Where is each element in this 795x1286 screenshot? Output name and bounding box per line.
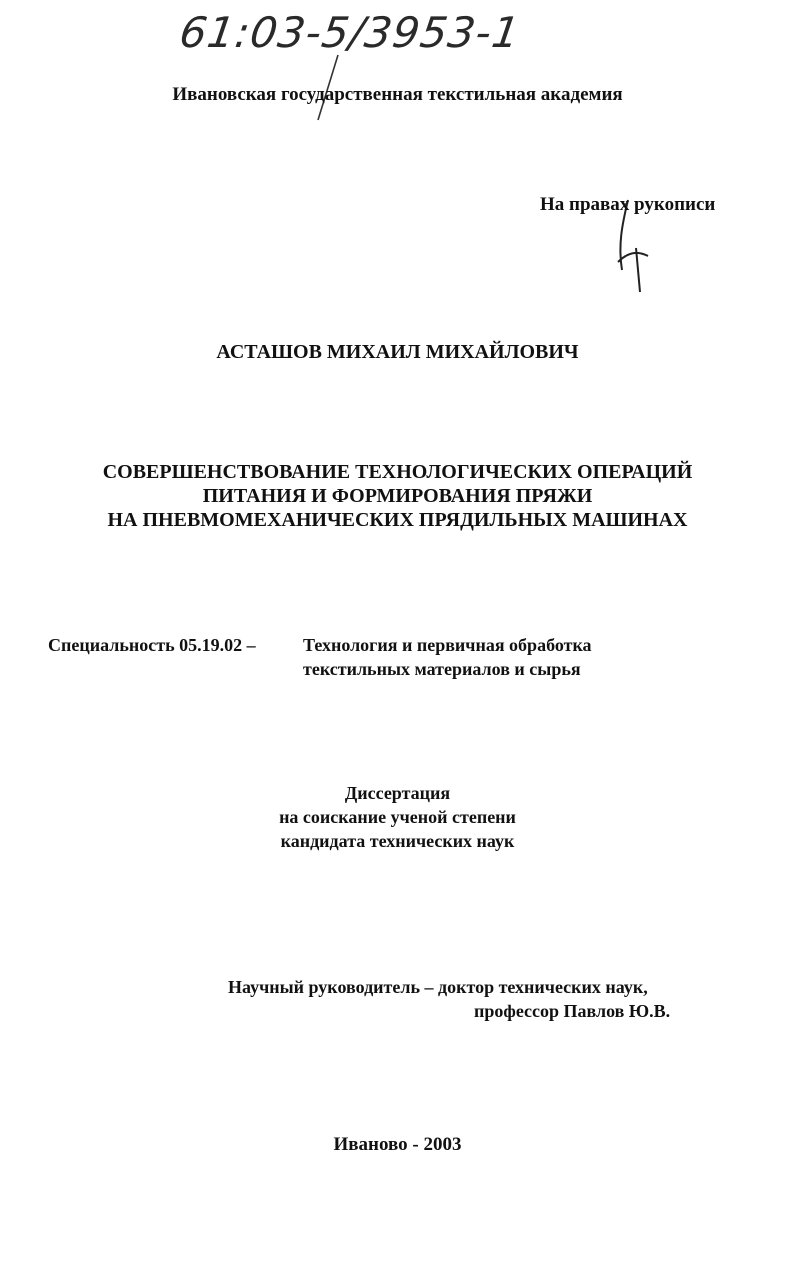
title-line-1: СОВЕРШЕНСТВОВАНИЕ ТЕХНОЛОГИЧЕСКИХ ОПЕРАЦИЙ xyxy=(102,461,693,483)
dissertation-title xyxy=(0,460,795,532)
institution-name: Ивановская государственная текстильная академия xyxy=(172,84,623,105)
author-name: АСТАШОВ МИХАИЛ МИХАЙЛОВИЧ xyxy=(216,341,579,363)
title-line-3: НА ПНЕВМОМЕХАНИЧЕСКИХ ПРЯДИЛЬНЫХ МАШИНАХ xyxy=(107,509,688,531)
degree-line-2: на соискание ученой степени xyxy=(279,807,516,827)
dissertation-degree-block xyxy=(0,781,795,853)
specialty-line-2: текстильных материалов и сырья xyxy=(303,659,581,679)
advisor-line-2: профессор Павлов Ю.В. xyxy=(474,1001,671,1021)
city-year: Иваново - 2003 xyxy=(333,1134,462,1155)
handwritten-catalog-code: 61:03-5/3953-1 xyxy=(176,8,524,57)
specialty-line-1: Технология и первичная обработка xyxy=(303,635,592,655)
advisor-line-1: Научный руководитель – доктор технических наук, xyxy=(228,977,648,997)
handwritten-pen-strokes xyxy=(0,0,795,340)
manuscript-rights-note: На правах рукописи xyxy=(540,194,716,215)
degree-line-3: кандидата технических наук xyxy=(280,831,515,851)
degree-line-1: Диссертация xyxy=(344,783,451,803)
specialty-label: Специальность 05.19.02 – xyxy=(48,635,256,655)
title-line-2: ПИТАНИЯ И ФОРМИРОВАНИЯ ПРЯЖИ xyxy=(202,485,593,507)
